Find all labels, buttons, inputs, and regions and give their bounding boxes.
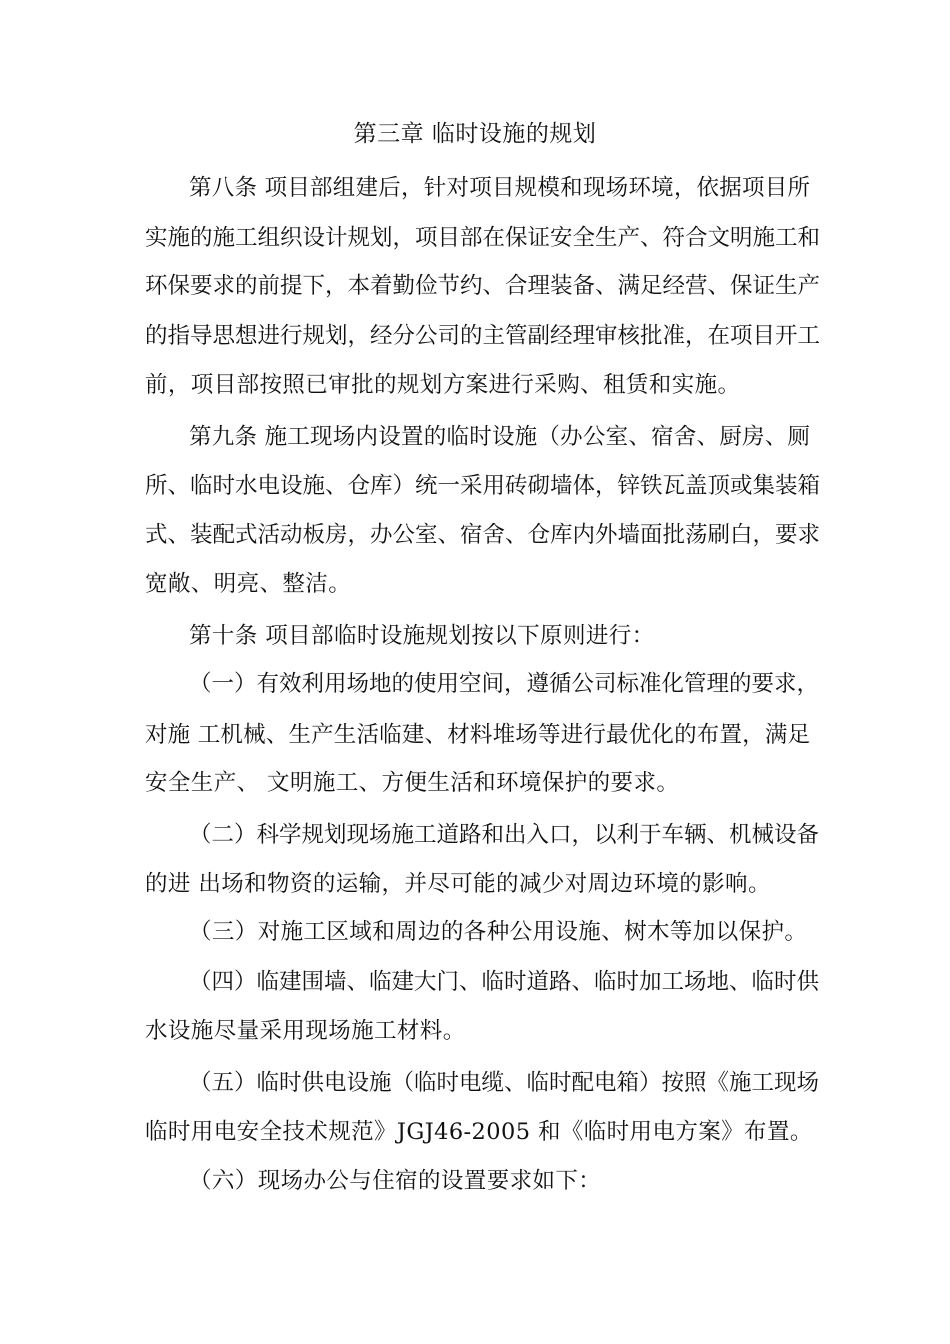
text-line: 临时用电安全技术规范》JGJ46-2005 和《临时用电方案》布置。	[145, 1119, 813, 1145]
text-line: （四）临建围墙、临建大门、临时道路、临时加工场地、临时供	[189, 969, 820, 995]
text-line: （六）现场办公与住宿的设置要求如下：	[189, 1168, 602, 1194]
text-line: 安全生产、 文明施工、方便生活和环境保护的要求。	[145, 770, 680, 796]
text-line: 实施的施工组织设计规划，项目部在保证安全生产、符合文明施工和	[145, 225, 821, 251]
text-line: 式、装配式活动板房，办公室、宿舍、仓库内外墙面批荡刷白，要求	[145, 522, 821, 548]
chapter-title: 第三章 临时设施的规划	[353, 121, 597, 147]
text-line: 水设施尽量采用现场施工材料。	[145, 1018, 466, 1044]
text-line: 前，项目部按照已审批的规划方案进行采购、租赁和实施。	[145, 372, 741, 398]
text-line: 第十条 项目部临时设施规划按以下原则进行：	[189, 623, 655, 649]
text-line: 宽敞、明亮、整洁。	[145, 571, 352, 597]
text-line: 对施 工机械、生产生活临建、材料堆场等进行最优化的布置，满足	[145, 722, 810, 748]
text-line: （二）科学规划现场施工道路和出入口，以利于车辆、机械设备	[189, 822, 820, 848]
text-line: 环保要求的前提下，本着勤俭节约、合理装备、满足经营、保证生产	[145, 273, 821, 299]
text-line: 的指导思想进行规划，经分公司的主管副经理审核批准，在项目开工	[145, 323, 821, 349]
text-line: （三）对施工区域和周边的各种公用设施、树木等加以保护。	[189, 919, 808, 945]
text-line: （一）有效利用场地的使用空间，遵循公司标准化管理的要求，	[189, 671, 820, 697]
text-line: 第九条 施工现场内设置的临时设施（办公室、宿舍、厨房、厕	[189, 424, 810, 450]
text-line: 的进 出场和物资的运输，并尽可能的减少对周边环境的影响。	[145, 871, 771, 897]
text-line: （五）临时供电设施（临时电缆、临时配电箱）按照《施工现场	[189, 1070, 820, 1096]
text-line: 所、临时水电设施、仓库）统一采用砖砌墙体，锌铁瓦盖顶或集装箱	[145, 473, 821, 499]
text-line: 第八条 项目部组建后，针对项目规模和现场环境，依据项目所	[189, 175, 810, 201]
